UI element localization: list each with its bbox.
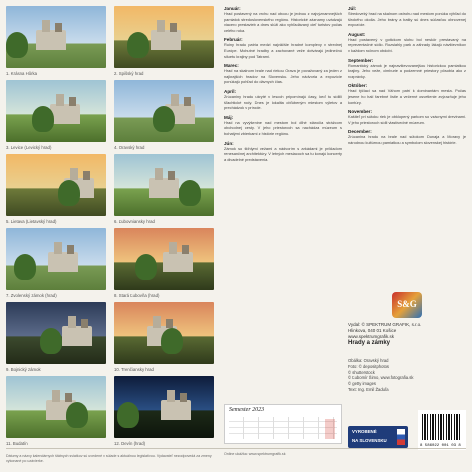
- thumbnail-caption: 7. Zvolenský zámok (hrad): [6, 293, 57, 298]
- month-description: Zámok so štíhlymi vežami a nádvorím s arkádami je príkladom renesančnej architektúry. V letných mesiacoch sa tu konajú koncerty a divadelné predstavenia.: [224, 145, 342, 162]
- month-description: Hrad postavený na vrchu nad obcou je jednou z najvýznamnejších pamiatok stredoslovenského regiónu. Historické záznamy uvádzajú viacero prestavieb a dnes slúži ako vyhľadávaný cieľ turistov počas celého roka.: [224, 11, 342, 33]
- month-column-left: [224, 6, 342, 166]
- thumbnail-item: [114, 80, 214, 150]
- thumbnail-caption: 4. Oravský hrad: [114, 145, 145, 150]
- month-name: Jún:: [224, 140, 234, 146]
- thumbnail-caption: 2. Spišský hrad: [114, 71, 144, 76]
- thumbnail-item: [6, 302, 106, 372]
- month-entry: [348, 129, 466, 145]
- tree-shape: [135, 254, 157, 280]
- legal-footer: Dátumy a názvy kalendárnych štátnych sviatkov sú uvedené v súlade s aktuálnou legislatívou. Vydavateľ nezodpovedá za zmeny vykonané po uzávierke.: [6, 454, 212, 463]
- thumbnail-item: [114, 376, 214, 446]
- thumbnail-item: [6, 228, 106, 298]
- credit-line: © Ľubomír Šimo, www.fotografia.sk: [348, 375, 414, 381]
- thumbnail-item: [6, 376, 106, 446]
- month-name: Máj:: [224, 114, 234, 120]
- month-name: Marec:: [224, 63, 239, 69]
- castle-shape: [151, 30, 181, 50]
- month-description: Stredoveký hrad na skalnom ostrohu nad mestom ponúka výhľad do širokého okolia. Jeho brány a bašty sú dnes súčasťou obnovenej expozície.: [348, 11, 466, 28]
- tree-shape: [6, 32, 28, 58]
- publisher-name: Vydal: © SPEKTRUM GRAFIK, s.r.o.: [348, 322, 422, 327]
- calendar-title: Hrady a zámky: [348, 340, 391, 346]
- castle-photo: [6, 376, 106, 438]
- thumbnail-item: [114, 6, 214, 76]
- tree-shape: [127, 32, 149, 58]
- tree-shape: [14, 254, 36, 280]
- castle-shape: [48, 252, 78, 272]
- month-description: Zrúcanina hradu na brale nad sútokom Dunaja a Moravy je národnou kultúrnou pamiatkou a symbolom slovenskej histórie.: [348, 134, 466, 145]
- month-entry: [224, 37, 342, 59]
- badge-line-1: VYROBENÉ: [352, 429, 377, 434]
- weekend-highlight: [325, 419, 335, 439]
- made-in-slovakia-badge: [348, 426, 408, 448]
- month-column-right: [348, 6, 466, 150]
- slovak-flag-icon: [397, 429, 405, 445]
- castle-shape: [163, 252, 193, 272]
- tree-shape: [117, 402, 139, 428]
- month-description: Hrad postavený v gotickom slohu bol neskôr prestavaný na reprezentačné sídlo. Rozsiahly park a záhrady lákajú návštevníkov v každom ročnom období.: [348, 36, 466, 53]
- month-name: December:: [348, 129, 372, 135]
- tree-shape: [179, 180, 201, 206]
- calendar-grid: [229, 417, 337, 439]
- thumbnail-caption: 12. Devín (hrad): [114, 441, 146, 446]
- castle-photo: [6, 154, 106, 216]
- month-entry: [348, 32, 466, 54]
- tree-shape: [66, 402, 88, 428]
- castle-photo: [114, 228, 214, 290]
- castle-photo: [6, 302, 106, 364]
- castle-photo: [114, 80, 214, 142]
- month-entry: [224, 141, 342, 163]
- castle-photo: [114, 6, 214, 68]
- month-name: Október:: [348, 83, 368, 89]
- month-name: November:: [348, 109, 372, 115]
- publisher-logo-text: S&G: [397, 299, 417, 309]
- month-description: Hrad týčiaci sa nad Váhom patrí k dominantám mesta. Počas jesene ho halí farebné lístie a večerné osvetlenie zvýrazňuje jeho kontúry.: [348, 88, 466, 105]
- publisher-logo: [392, 292, 422, 318]
- thumbnail-item: [114, 154, 214, 224]
- thumbnail-item: [114, 302, 214, 372]
- thumbnail-caption: 10. Trenčiansky hrad: [114, 367, 154, 372]
- month-name: September:: [348, 57, 374, 63]
- credit-line: © getty images: [348, 381, 376, 387]
- month-description: Ruiny hradu patria medzi najväčšie hradné komplexy v strednej Európe. Mohutné hradby a zachované veže dotvárajú jedinečnú siluetu krajiny pod Tatrami.: [224, 42, 342, 59]
- month-entry: [348, 109, 466, 125]
- month-name: Júl:: [348, 6, 357, 11]
- credit-line: Foto: © depositphotos: [348, 363, 390, 369]
- month-entry: [224, 63, 342, 85]
- thumbnail-caption: 9. Bojnický zámok: [6, 367, 41, 372]
- thumbnail-caption: 5. Lietava (Lietavský hrad): [6, 219, 57, 224]
- month-description: Romantický zámok je najnavštevovanejšou historickou pamiatkou krajiny. Jeho veže, cimburie a podzemné priestory pôsobia ako z rozprávky.: [348, 62, 466, 79]
- barcode-number: 8 586022 001 03 8: [420, 444, 461, 448]
- thumbnail-item: [114, 228, 214, 298]
- online-preview-note[interactable]: Online ukážka: www.spektrumgrafik.sk: [224, 452, 286, 456]
- month-entry: [224, 89, 342, 111]
- castle-shape: [149, 178, 179, 198]
- credit-line: © shutterstock: [348, 369, 375, 375]
- thumbnail-item: [6, 80, 106, 150]
- credit-line: Text: Ing. Emil Žaduľa: [348, 386, 389, 392]
- month-entry: [348, 58, 466, 80]
- castle-photo: [6, 228, 106, 290]
- castle-shape: [50, 104, 80, 124]
- month-entry: [348, 83, 466, 105]
- tree-shape: [161, 328, 183, 354]
- month-entry: [348, 6, 466, 28]
- publisher-block: [348, 292, 466, 346]
- publisher-address: Hlinkova, 040 01 Košice: [348, 328, 397, 333]
- footer-divider: [6, 448, 466, 449]
- castle-photo: [114, 376, 214, 438]
- month-description: Hrad na skalnom brale nad riekou Orava je považovaný za jeden z najkrajších hradov na Slovensku. Jeho nádvoria a expozície ponúkajú pohľad do dávnych čias.: [224, 68, 342, 85]
- castle-photo: [6, 80, 106, 142]
- thumbnail-caption: 6. Ľubovniansky hrad: [114, 219, 155, 224]
- castle-photo: [114, 302, 214, 364]
- castle-shape: [62, 326, 92, 346]
- thumbnail-caption: 3. Levice (Levický hrad): [6, 145, 52, 150]
- month-name: Apríl:: [224, 88, 236, 94]
- month-name: Január:: [224, 6, 241, 11]
- thumbnail-item: [6, 154, 106, 224]
- tree-shape: [58, 180, 80, 206]
- photo-credits: [348, 358, 466, 393]
- castle-shape: [161, 400, 191, 420]
- month-description: Zrúcaniny hradu ukryté v lesoch pripomínajú časy, keď tu sídlili šľachtické rody. Dnes je lokalita obľúbeným miestom výletov a prechádzok v prírode.: [224, 93, 342, 111]
- tree-shape: [153, 106, 175, 132]
- badge-line-2: NA SLOVENSKU: [352, 438, 387, 443]
- credit-line: Obálka: Oravský hrad: [348, 358, 389, 363]
- calendar-preview-title: Semester 2023: [229, 407, 265, 413]
- thumbnail-caption: 1. Krásna Hôrka: [6, 71, 38, 76]
- thumbnail-item: [6, 6, 106, 76]
- thumbnail-caption: 11. Budatín: [6, 441, 28, 446]
- calendar-preview: [224, 404, 342, 444]
- month-name: August:: [348, 31, 366, 37]
- month-entry: [224, 115, 342, 137]
- castle-photo: [6, 6, 106, 68]
- thumbnail-caption: 8. Stará Ľubovňa (hrad): [114, 293, 160, 298]
- barcode-icon: [422, 414, 462, 440]
- month-entry: [224, 6, 342, 33]
- barcode-area: [418, 410, 466, 450]
- publisher-website[interactable]: www.spektrumgrafik.sk: [348, 334, 395, 339]
- castle-shape: [36, 30, 66, 50]
- castle-photo: [114, 154, 214, 216]
- tree-shape: [32, 106, 54, 132]
- tree-shape: [40, 328, 62, 354]
- month-name: Február:: [224, 37, 243, 43]
- month-description: Kaštieľ pri sútoku riek je obklopený parkom so vzácnymi drevinami. V jeho priestoroch sídli vlastivedné múzeum.: [348, 114, 466, 125]
- month-description: Hrad na vyvýšenine nad mestom bol dlhé stáročia strážcom obchodnej cesty. V jeho priestoroch sa nachádza múzeum s bohatými zbierkami z histórie regiónu.: [224, 119, 342, 136]
